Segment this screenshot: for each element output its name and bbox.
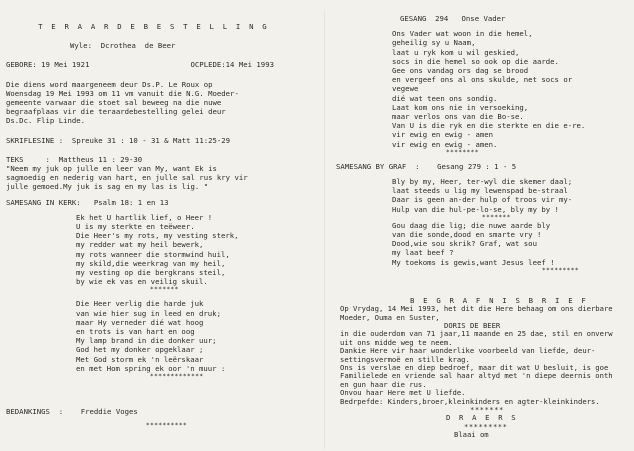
verse-line: my redder wat my heil bewerk,: [76, 240, 204, 250]
verse-line: Dood,wie sou skrik? Graf, wat sou: [392, 239, 537, 249]
verse-line: van wie hier sug in leed en druk;: [76, 308, 221, 318]
verse-stars: *******: [150, 286, 179, 294]
verse-line: my vesting op die bergkrans steil,: [76, 268, 226, 278]
verse-line: Ek het U hartlik lief, o Heer !: [76, 212, 213, 222]
thanks-name: Freddie Voges: [80, 407, 138, 416]
right-column: [336, 14, 632, 274]
prayer-line: vegewe: [392, 84, 419, 94]
letter-line: Op Vrydag, 14 Mei 1993, het dit die Here behaag om ons dierbare: [340, 304, 613, 314]
hymn-title: Onse Vader: [461, 14, 506, 23]
prayer-line: socs in die hemel so ook op die aarde.: [392, 56, 559, 66]
verse-line: Die Heer's my rots, my vesting sterk,: [76, 231, 239, 241]
text-quote: [6, 164, 311, 192]
letter-body-line: Familielede en vriende sal haar altyd met 'n diepe deernis onth: [340, 371, 613, 381]
letter-body-line: Ons is verslae en diep bedroef, maar dit wat U besluit, is goe: [340, 363, 609, 373]
deceased-full-name: DORIS DE BEER: [444, 321, 501, 331]
verse-line: Hulp van die hul-pe-lo-se, bly my by !: [392, 204, 559, 214]
hymn-heading: [340, 14, 632, 23]
service-line: Woensdag 19 Mei 1993 om 11 vm vanuit die N.G. Moeder-: [6, 88, 239, 98]
prayer-line: Gee ons vandag ors dag se brood: [392, 66, 529, 76]
scripture-reading: [6, 136, 311, 145]
grave-verse-1: [340, 177, 632, 221]
psalm-verse-1: [6, 213, 311, 294]
birth-date: GEBORE: 19 Mei 1921: [6, 60, 90, 70]
prayer-line: Ons Vader wat woon in die hemel,: [392, 29, 533, 39]
prayer-line: laat u ryk kom u wil geskied,: [392, 47, 520, 57]
grave-verse-2: [340, 221, 632, 274]
prayer-line: Van U is die ryk en die sterkte en die e-re.: [392, 121, 586, 131]
prayer-line: dié wat teen ons sondig.: [392, 93, 498, 103]
psalm-verse-2: [6, 299, 311, 380]
verse-line: My toekoms is gewis,want Jesus leef !: [392, 257, 555, 267]
column-divider: [324, 10, 325, 450]
letter-body-line: uit ons midde weg te neem.: [340, 337, 453, 347]
letter-body-line: Onvou haar Here met U liefde.: [340, 388, 466, 398]
dates-row: [6, 60, 274, 69]
thanks-section: [6, 407, 306, 429]
service-line: begraafplaas vir die teraardebestelling gelei deur: [6, 107, 226, 117]
verse-line: God het my donker opgeklaar ;: [76, 345, 204, 355]
quote-line: julle gemoed.My juk is sag en my las is lig. ": [6, 182, 209, 192]
turn-page-note: Blaai om: [454, 430, 489, 440]
verse-stars: *********: [542, 266, 580, 274]
prayer-line: Laat kom ons nie in versoeking,: [392, 102, 529, 112]
verse-line: Gou daag die lig; die nuwe aarde bly: [392, 220, 551, 230]
bearers-heading: D R A E R S: [446, 413, 518, 423]
text-reference: [6, 155, 311, 164]
service-line: Ds.Dc. Flip Linde.: [6, 116, 86, 126]
lords-prayer: [340, 29, 632, 156]
bearers-stars: *********: [464, 421, 508, 431]
verse-line: my skild,die weerkrag van my heil,: [76, 258, 226, 268]
prayer-line: vir ewig en ewig - amen.: [392, 139, 498, 149]
letter-body-line: Bedrpefde: Kinders,broer,kleinkinders en agter-kleinkinders.: [340, 396, 600, 406]
letter-stars: *******: [470, 405, 504, 415]
verse-line: maar Hy verneder dié wat hoog: [76, 317, 204, 327]
left-column: [6, 22, 311, 380]
death-date: OCPLEDE:14 Mei 1993: [190, 60, 274, 70]
letter-body-line: in die ouderdom van 71 jaar,11 maande en 25 dae, stil en onverw: [340, 329, 613, 339]
verse-stars: *******: [482, 213, 511, 221]
grave-hymn-heading: [336, 162, 632, 171]
grave-hymn-value: Gesang 279 : 1 - 5: [437, 161, 517, 171]
thanks-row: [6, 407, 306, 416]
quote-line: "Neem my juk op julle en leer van My, want Ek is: [6, 164, 217, 174]
service-line: gemeente varwaar die stoet sal beweeg na die nuwe: [6, 98, 222, 108]
letter-body-line: settingsvermoë en stille krag.: [340, 354, 470, 364]
letter-body-line: en gun haar die rus.: [340, 379, 427, 389]
verse-line: by wie ek vas en veilig skuil.: [76, 277, 208, 287]
quote-line: sagmoedig en nederig van hart, en julle sal rus kry vir: [6, 173, 248, 183]
prayer-line: en vergeef ons al ons skulde, net socs or: [392, 75, 573, 85]
prayer-line: geheilig sy u Naam,: [392, 38, 476, 48]
verse-line: en trots is van hart en oog: [76, 327, 195, 337]
prayer-line: vir ewig en ewig - amen: [392, 130, 494, 140]
verse-line: Die Heer verlig die harde juk: [76, 299, 204, 309]
verse-stars: *************: [150, 373, 204, 381]
verse-line: my rots wanneer die stormwind huil,: [76, 249, 230, 259]
verse-line: Bly by my, Heer, ter-wyl die skemer daal;: [392, 177, 573, 187]
verse-line: Daar is geen an-der hulp of troos vir my-: [392, 195, 573, 205]
letter-body-line: Dankie Here vir haar wonderlike voorbeeld van liefde, deur-: [340, 346, 596, 356]
church-hymn-label: SAMESANG IN KERK:: [6, 197, 81, 207]
scripture-value: Spreuke 31 : 10 - 31 & Matt 11:25-29: [71, 135, 231, 145]
program-title: T E R A A R D E B E S T E L L I N G: [38, 22, 269, 31]
church-hymn-value: Psalm 18: 1 en 13: [93, 197, 169, 207]
funeral-letter: [340, 296, 632, 440]
service-paragraph: [6, 80, 311, 126]
deceased-name: Wyle: Dcrothea de Beer: [70, 41, 176, 51]
prayer-line: maar verlos ons van die Bo-se.: [392, 112, 524, 122]
verse-line: my laat beef ?: [392, 248, 454, 258]
letter-title: B E G R A F N I S B R I E F: [410, 296, 589, 305]
verse-line: van die sonde,dood en smarte vry !: [392, 230, 542, 240]
verse-line: laat steeds u lig my lewenspad be-straal: [392, 186, 568, 196]
thanks-stars: **********: [146, 422, 188, 430]
church-hymn-heading: [6, 198, 311, 207]
verse-line: Met God storm ek 'n leërskaar: [76, 354, 204, 364]
verse-line: My lamp brand in die donker uur;: [76, 336, 217, 346]
service-line: Die diens word maargeneem deur Ds.P. Le Roux op: [6, 79, 213, 89]
verse-line: U is my sterkte en teëweer.: [76, 222, 195, 232]
text-value: : Mattheus 11 : 29-30: [45, 154, 143, 164]
grave-hymn-label: SAMESANG BY GRAF :: [336, 161, 420, 171]
letter-line: Moeder, Ouma en Suster,: [340, 312, 440, 322]
prayer-stars: ********: [446, 148, 479, 156]
hymn-number: GESANG 294: [400, 14, 449, 23]
text-label: TEKS: [6, 154, 24, 164]
thanks-label: BEDANKINGS :: [6, 407, 64, 416]
scripture-label: SKRIFLESINE :: [6, 135, 64, 145]
verse-line: en met Hom spring ek oor 'n muur :: [76, 363, 226, 373]
